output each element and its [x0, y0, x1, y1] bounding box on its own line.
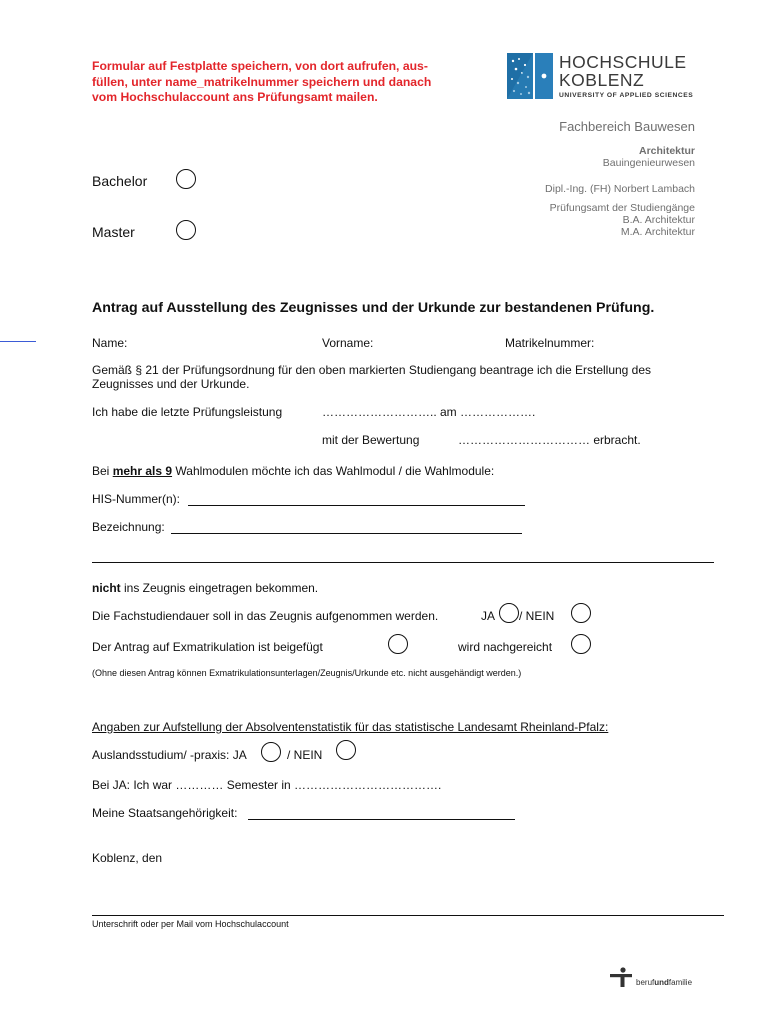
fach-nein-label: / NEIN [519, 609, 555, 623]
ausland-label: Auslandsstudium/ -praxis: JA [92, 748, 247, 762]
place-date-label: Koblenz, den [92, 851, 163, 865]
program-architektur: Architektur [638, 145, 695, 157]
fach-nein-radio[interactable] [571, 603, 591, 623]
exma-beigefuegt-radio[interactable] [388, 634, 408, 654]
his-label: HIS-Nummer(n): [92, 492, 181, 506]
ausland-nein-label: / NEIN [287, 748, 323, 762]
request-paragraph-line2: Zeugnisses und der Urkunde. [92, 377, 250, 391]
program-bauingenieurwesen: Bauingenieurwesen [602, 157, 695, 169]
nicht-sentence: nicht ins Zeugnis eingetragen bekommen. [92, 581, 319, 595]
bezeichnung-input-line[interactable] [171, 533, 522, 534]
wahlmodule-sentence: Bei mehr als 9 Wahlmodulen möchte ich das Wahlmodul / die Wahlmodule: [92, 464, 495, 478]
last-exam-label: Ich habe die letzte Prüfungsleistung [92, 405, 283, 419]
staatsangehoerigkeit-label: Meine Staatsangehörigkeit: [92, 806, 238, 820]
rating-label: mit der Bewertung [322, 433, 420, 447]
department-title: Fachbereich Bauwesen [559, 119, 695, 134]
vorname-label: Vorname: [322, 336, 374, 350]
exmatrikulation-label: Der Antrag auf Exmatrikulation ist beigefügt [92, 640, 323, 654]
office-line2: B.A. Architektur [622, 214, 695, 226]
exma-hint: (Ohne diesen Antrag können Exmatrikulationsunterlagen/Zeugnis/Urkunde etc. nicht ausgehändigt werden.) [92, 668, 522, 678]
exma-nachgereicht-radio[interactable] [571, 634, 591, 654]
margin-mark [0, 341, 36, 342]
wahlmodule-emphasis: mehr als 9 [112, 464, 173, 478]
university-logo-icon [507, 53, 553, 99]
university-tagline: UNIVERSITY OF APPLIED SCIENCES [559, 92, 694, 99]
request-paragraph-line1: Gemäß § 21 der Prüfungsordnung für den oben markierten Studiengang beantrage ich die Erstellung des [92, 363, 652, 377]
last-exam-field[interactable]: ……………………….. am ………………. [322, 405, 536, 419]
university-name-line1: HOCHSCHULE [559, 52, 687, 72]
his-input-line[interactable] [188, 505, 525, 506]
matrikel-label: Matrikelnummer: [505, 336, 595, 350]
berufundfamilie-logo-icon [610, 966, 632, 988]
ausland-nein-radio[interactable] [336, 740, 356, 760]
free-text-line[interactable] [92, 562, 714, 563]
semester-line[interactable]: Bei JA: Ich war ………… Semester in ………………………………. [92, 778, 442, 792]
master-label: Master [92, 224, 135, 240]
nachgereicht-label: wird nachgereicht [458, 640, 553, 654]
bezeichnung-label: Bezeichnung: [92, 520, 165, 534]
university-name-line2: KOBLENZ [559, 70, 645, 90]
instruction-notice: Formular auf Festplatte speichern, von dort aufrufen, aus- füllen, unter name_matrikelnummer speichern und danach vom Hochschulaccount ans Prüfungsamt mailen. [92, 59, 432, 104]
office-line1: Prüfungsamt der Studiengänge [549, 202, 695, 214]
berufundfamilie-label: berufundfamilie [636, 978, 693, 987]
name-label: Name: [92, 336, 128, 350]
contact-person: Dipl.-Ing. (FH) Norbert Lambach [545, 183, 695, 195]
bachelor-radio[interactable] [176, 169, 196, 189]
signature-caption: Unterschrift oder per Mail vom Hochschulaccount [92, 919, 289, 929]
form-title: Antrag auf Ausstellung des Zeugnisses und der Urkunde zur bestandenen Prüfung. [92, 300, 655, 316]
master-radio[interactable] [176, 220, 196, 240]
rating-field[interactable]: …………………………… erbracht. [458, 433, 641, 447]
fach-ja-label: JA [481, 609, 496, 623]
staatsangehoerigkeit-input-line[interactable] [248, 819, 515, 820]
statistik-heading: Angaben zur Aufstellung der Absolventenstatistik für das statistische Landesamt Rheinland-Pfalz: [92, 720, 609, 734]
fach-ja-radio[interactable] [499, 603, 519, 623]
fachstudiendauer-label: Die Fachstudiendauer soll in das Zeugnis aufgenommen werden. [92, 609, 439, 623]
bachelor-label: Bachelor [92, 173, 148, 189]
signature-line[interactable] [92, 915, 724, 916]
ausland-ja-radio[interactable] [261, 742, 281, 762]
office-line3: M.A. Architektur [620, 226, 695, 238]
